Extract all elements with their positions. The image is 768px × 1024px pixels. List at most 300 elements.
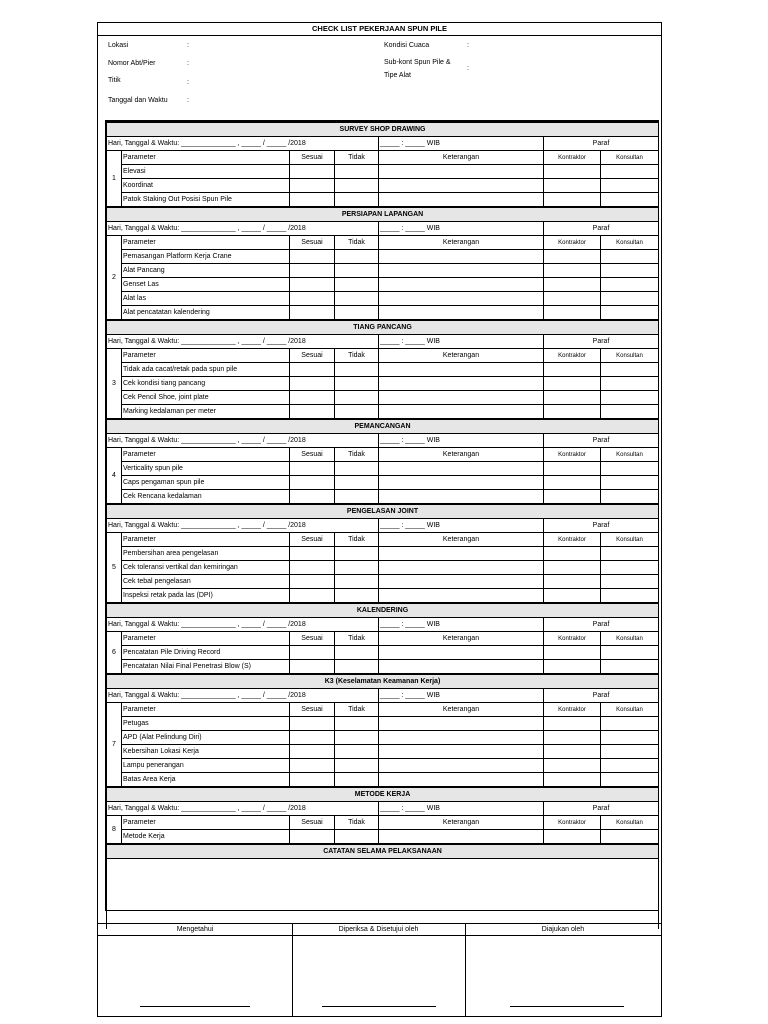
table-row [107,391,659,405]
parameter-item: Koordinat [122,179,290,193]
column-header-row [107,236,659,250]
section-title-row [107,674,659,689]
column-header-row [107,448,659,462]
table-row [107,717,659,731]
date-field[interactable]: Hari, Tanggal & Waktu: ______________ , _____ / _____ /2018 [107,335,379,349]
keterangan-cell[interactable] [379,759,544,773]
parameter-item: Pencatatan Nilai Final Penetrasi Blow (S) [122,660,290,675]
time-field[interactable]: _____ : _____ WIB [379,434,544,448]
notes-title: CATATAN SELAMA PELAKSANAAN [107,844,659,859]
sesuai-cell[interactable] [290,759,335,773]
parameter-item: Alat Pancang [122,264,290,278]
table-row [107,292,659,306]
signature-line[interactable] [510,1006,624,1007]
kontraktor-cell[interactable] [544,660,601,675]
konsultan-cell[interactable] [601,462,659,476]
subkont-label: Sub-kont Spun Pile & [384,59,451,66]
parameter-item: Cek toleransi vertikal dan kemiringan [122,561,290,575]
sesuai-cell[interactable] [290,306,335,321]
parameter-item: Batas Area Kerja [122,773,290,788]
tidak-cell[interactable] [335,476,379,490]
tidak-cell[interactable] [335,646,379,660]
keterangan-cell[interactable] [379,165,544,179]
notes-row [107,859,659,930]
table-row [107,830,659,845]
date-row [107,618,659,632]
konsultan-header: Konsultan [601,349,659,363]
colon: : [187,79,189,86]
titik-label: Titik [108,77,121,84]
keterangan-cell[interactable] [379,193,544,208]
table-row [107,547,659,561]
keterangan-cell[interactable] [379,405,544,420]
keterangan-cell[interactable] [379,561,544,575]
sign-label: Diajukan oleh [465,924,661,936]
sesuai-header: Sesuai [290,349,335,363]
tipe-alat-label: Tipe Alat [384,72,411,79]
kontraktor-cell[interactable] [544,363,601,377]
tidak-cell[interactable] [335,405,379,420]
sesuai-cell[interactable] [290,363,335,377]
tidak-cell[interactable] [335,462,379,476]
date-field[interactable]: Hari, Tanggal & Waktu: ______________ , _____ / _____ /2018 [107,618,379,632]
konsultan-cell[interactable] [601,405,659,420]
section-title: TIANG PANCANG [107,320,659,335]
time-field[interactable]: _____ : _____ WIB [379,802,544,816]
tidak-cell[interactable] [335,773,379,788]
konsultan-cell[interactable] [601,193,659,208]
lokasi-label: Lokasi [108,42,129,49]
table-row [107,377,659,391]
section-title: PENGELASAN JOINT [107,504,659,519]
kontraktor-cell[interactable] [544,462,601,476]
tidak-cell[interactable] [335,731,379,745]
kontraktor-cell[interactable] [544,306,601,321]
parameter-item: Elevasi [122,165,290,179]
sesuai-cell[interactable] [290,250,335,264]
kontraktor-cell[interactable] [544,264,601,278]
tidak-header: Tidak [335,816,379,830]
paraf-header: Paraf [544,802,659,816]
parameter-header: Parameter [122,632,290,646]
tidak-header: Tidak [335,236,379,250]
konsultan-cell[interactable] [601,391,659,405]
konsultan-header: Konsultan [601,151,659,165]
table-row [107,462,659,476]
tidak-cell[interactable] [335,250,379,264]
paraf-header: Paraf [544,618,659,632]
tidak-cell[interactable] [335,179,379,193]
tidak-header: Tidak [335,151,379,165]
kontraktor-cell[interactable] [544,759,601,773]
sesuai-cell[interactable] [290,193,335,208]
tidak-cell[interactable] [335,830,379,845]
keterangan-cell[interactable] [379,292,544,306]
parameter-header: Parameter [122,236,290,250]
kontraktor-header: Kontraktor [544,632,601,646]
date-field[interactable]: Hari, Tanggal & Waktu: ______________ , _____ / _____ /2018 [107,689,379,703]
table-row [107,264,659,278]
parameter-item: Inspeksi retak pada las (DPI) [122,589,290,604]
parameter-item: Cek Rencana kedalaman [122,490,290,505]
kontraktor-header: Kontraktor [544,533,601,547]
parameter-item: Cek kondisi tiang pancang [122,377,290,391]
keterangan-cell[interactable] [379,589,544,604]
tidak-header: Tidak [335,703,379,717]
checklist-sheet [97,22,662,1017]
column-header-row [107,349,659,363]
keterangan-cell[interactable] [379,745,544,759]
konsultan-cell[interactable] [601,745,659,759]
tidak-cell[interactable] [335,575,379,589]
table-row [107,476,659,490]
kontraktor-cell[interactable] [544,646,601,660]
konsultan-cell[interactable] [601,476,659,490]
parameter-item: Petugas [122,717,290,731]
sesuai-cell[interactable] [290,660,335,675]
table-row [107,759,659,773]
table-row [107,165,659,179]
section-title: PERSIAPAN LAPANGAN [107,207,659,222]
konsultan-cell[interactable] [601,660,659,675]
sesuai-header: Sesuai [290,448,335,462]
keterangan-cell[interactable] [379,278,544,292]
tidak-cell[interactable] [335,377,379,391]
sesuai-cell[interactable] [290,561,335,575]
notes-area[interactable] [107,859,659,930]
table-row [107,306,659,321]
parameter-item: Verticality spun pile [122,462,290,476]
kondisi-label: Kondisi Cuaca [384,42,430,49]
konsultan-header: Konsultan [601,448,659,462]
parameter-item: Tidak ada cacat/retak pada spun pile [122,363,290,377]
paraf-header: Paraf [544,519,659,533]
date-field[interactable]: Hari, Tanggal & Waktu: ______________ , _____ / _____ /2018 [107,434,379,448]
kontraktor-cell[interactable] [544,830,601,845]
sesuai-header: Sesuai [290,632,335,646]
konsultan-cell[interactable] [601,589,659,604]
sesuai-cell[interactable] [290,830,335,845]
tidak-header: Tidak [335,349,379,363]
keterangan-header: Keterangan [379,236,544,250]
paraf-header: Paraf [544,335,659,349]
parameter-item: APD (Alat Pelindung Diri) [122,731,290,745]
tidak-cell[interactable] [335,278,379,292]
keterangan-cell[interactable] [379,575,544,589]
sesuai-cell[interactable] [290,589,335,604]
keterangan-cell[interactable] [379,391,544,405]
konsultan-header: Konsultan [601,703,659,717]
section-title: SURVEY SHOP DRAWING [107,122,659,137]
kontraktor-cell[interactable] [544,575,601,589]
sesuai-cell[interactable] [290,462,335,476]
konsultan-cell[interactable] [601,731,659,745]
sesuai-header: Sesuai [290,816,335,830]
section-number: 4 [107,448,122,505]
konsultan-cell[interactable] [601,264,659,278]
parameter-item: Kebersihan Lokasi Kerja [122,745,290,759]
paraf-header: Paraf [544,222,659,236]
konsultan-cell[interactable] [601,306,659,321]
tidak-cell[interactable] [335,547,379,561]
section-title: KALENDERING [107,603,659,618]
date-field[interactable]: Hari, Tanggal & Waktu: ______________ , _____ / _____ /2018 [107,222,379,236]
keterangan-cell[interactable] [379,377,544,391]
table-row [107,660,659,675]
tidak-cell[interactable] [335,292,379,306]
tidak-cell[interactable] [335,490,379,505]
keterangan-header: Keterangan [379,632,544,646]
konsultan-cell[interactable] [601,547,659,561]
nomor-label: Nomor Abt/Pier [108,60,156,67]
konsultan-cell[interactable] [601,575,659,589]
sesuai-cell[interactable] [290,278,335,292]
paraf-header: Paraf [544,434,659,448]
konsultan-cell[interactable] [601,646,659,660]
signature-line[interactable] [322,1006,436,1007]
table-row [107,193,659,208]
konsultan-cell[interactable] [601,179,659,193]
konsultan-cell[interactable] [601,278,659,292]
date-row [107,137,659,151]
signature-block [98,923,661,1017]
keterangan-cell[interactable] [379,363,544,377]
keterangan-header: Keterangan [379,151,544,165]
konsultan-cell[interactable] [601,250,659,264]
tidak-cell[interactable] [335,165,379,179]
konsultan-cell[interactable] [601,759,659,773]
keterangan-cell[interactable] [379,462,544,476]
section-number: 1 [107,151,122,208]
konsultan-cell[interactable] [601,773,659,788]
keterangan-cell[interactable] [379,547,544,561]
date-field[interactable]: Hari, Tanggal & Waktu: ______________ , _____ / _____ /2018 [107,137,379,151]
kontraktor-cell[interactable] [544,377,601,391]
tidak-cell[interactable] [335,589,379,604]
parameter-item: Marking kedalaman per meter [122,405,290,420]
time-field[interactable]: _____ : _____ WIB [379,689,544,703]
parameter-header: Parameter [122,533,290,547]
table-row [107,405,659,420]
parameter-header: Parameter [122,448,290,462]
parameter-item: Pembersihan area pengelasan [122,547,290,561]
kontraktor-cell[interactable] [544,476,601,490]
date-row [107,519,659,533]
kontraktor-cell[interactable] [544,745,601,759]
parameter-header: Parameter [122,816,290,830]
konsultan-cell[interactable] [601,165,659,179]
tidak-cell[interactable] [335,561,379,575]
kontraktor-cell[interactable] [544,561,601,575]
colon: : [187,97,189,104]
sesuai-cell[interactable] [290,731,335,745]
section-title: PEMANCANGAN [107,419,659,434]
tidak-header: Tidak [335,533,379,547]
parameter-header: Parameter [122,349,290,363]
keterangan-header: Keterangan [379,349,544,363]
sign-label: Diperiksa & Disetujui oleh [292,924,465,936]
section-title: K3 (Keselamatan Keamanan Kerja) [107,674,659,689]
date-row [107,689,659,703]
sesuai-cell[interactable] [290,165,335,179]
konsultan-cell[interactable] [601,561,659,575]
parameter-item: Metode Kerja [122,830,290,845]
kontraktor-header: Kontraktor [544,703,601,717]
keterangan-cell[interactable] [379,476,544,490]
section-title-row [107,419,659,434]
date-field[interactable]: Hari, Tanggal & Waktu: ______________ , _____ / _____ /2018 [107,802,379,816]
sesuai-cell[interactable] [290,773,335,788]
section-title-row [107,504,659,519]
time-field[interactable]: _____ : _____ WIB [379,618,544,632]
section-title-row [107,603,659,618]
section-title-row [107,787,659,802]
parameter-item: Lampu penerangan [122,759,290,773]
keterangan-cell[interactable] [379,179,544,193]
sesuai-cell[interactable] [290,377,335,391]
konsultan-cell[interactable] [601,830,659,845]
keterangan-cell[interactable] [379,830,544,845]
sign-diajukan [465,924,661,1017]
sesuai-cell[interactable] [290,405,335,420]
table-row [107,278,659,292]
kontraktor-cell[interactable] [544,717,601,731]
konsultan-header: Konsultan [601,632,659,646]
keterangan-cell[interactable] [379,717,544,731]
kontraktor-cell[interactable] [544,278,601,292]
keterangan-cell[interactable] [379,264,544,278]
table-row [107,250,659,264]
tidak-cell[interactable] [335,193,379,208]
keterangan-cell[interactable] [379,646,544,660]
keterangan-header: Keterangan [379,533,544,547]
sesuai-cell[interactable] [290,646,335,660]
kontraktor-cell[interactable] [544,405,601,420]
sesuai-cell[interactable] [290,264,335,278]
tidak-cell[interactable] [335,759,379,773]
kontraktor-header: Kontraktor [544,816,601,830]
keterangan-cell[interactable] [379,490,544,505]
kontraktor-cell[interactable] [544,773,601,788]
parameter-header: Parameter [122,151,290,165]
kontraktor-header: Kontraktor [544,151,601,165]
sesuai-cell[interactable] [290,547,335,561]
section-number: 7 [107,703,122,788]
konsultan-cell[interactable] [601,490,659,505]
kontraktor-cell[interactable] [544,547,601,561]
kontraktor-cell[interactable] [544,391,601,405]
table-row [107,773,659,788]
sesuai-header: Sesuai [290,236,335,250]
kontraktor-cell[interactable] [544,731,601,745]
sesuai-cell[interactable] [290,717,335,731]
time-field[interactable]: _____ : _____ WIB [379,519,544,533]
tidak-cell[interactable] [335,391,379,405]
time-field[interactable]: _____ : _____ WIB [379,222,544,236]
tidak-cell[interactable] [335,363,379,377]
sesuai-cell[interactable] [290,391,335,405]
tidak-cell[interactable] [335,717,379,731]
tidak-header: Tidak [335,632,379,646]
table-row [107,179,659,193]
parameter-item: Alat pencatatan kalendering [122,306,290,321]
notes-title-row [107,844,659,859]
section-number: 5 [107,533,122,604]
kontraktor-header: Kontraktor [544,236,601,250]
keterangan-header: Keterangan [379,703,544,717]
keterangan-cell[interactable] [379,306,544,321]
tidak-cell[interactable] [335,745,379,759]
colon: : [467,42,469,49]
kontraktor-cell[interactable] [544,179,601,193]
section-number: 8 [107,816,122,845]
document-title: CHECK LIST PEKERJAAN SPUN PILE [98,23,661,36]
parameter-item: Genset Las [122,278,290,292]
konsultan-cell[interactable] [601,363,659,377]
paraf-header: Paraf [544,137,659,151]
sesuai-cell[interactable] [290,575,335,589]
colon: : [187,42,189,49]
sesuai-cell[interactable] [290,179,335,193]
konsultan-cell[interactable] [601,717,659,731]
section-title-row [107,207,659,222]
kontraktor-header: Kontraktor [544,349,601,363]
signature-line[interactable] [140,1006,250,1007]
table-row [107,589,659,604]
parameter-item: Cek Pencil Shoe, joint plate [122,391,290,405]
sesuai-cell[interactable] [290,476,335,490]
tidak-cell[interactable] [335,660,379,675]
keterangan-cell[interactable] [379,731,544,745]
date-row [107,335,659,349]
kontraktor-cell[interactable] [544,193,601,208]
kontraktor-cell[interactable] [544,165,601,179]
time-field[interactable]: _____ : _____ WIB [379,335,544,349]
keterangan-header: Keterangan [379,448,544,462]
parameter-item: Cek tebal pengelasan [122,575,290,589]
date-row [107,222,659,236]
tidak-header: Tidak [335,448,379,462]
sign-diperiksa [292,924,466,1017]
column-header-row [107,816,659,830]
table-row [107,575,659,589]
section-number: 6 [107,632,122,675]
sesuai-cell[interactable] [290,292,335,306]
tidak-cell[interactable] [335,306,379,321]
keterangan-cell[interactable] [379,660,544,675]
kontraktor-cell[interactable] [544,292,601,306]
keterangan-cell[interactable] [379,250,544,264]
parameter-item: Alat las [122,292,290,306]
kontraktor-cell[interactable] [544,250,601,264]
keterangan-cell[interactable] [379,773,544,788]
sign-mengetahui [98,924,293,1017]
sesuai-header: Sesuai [290,533,335,547]
tidak-cell[interactable] [335,264,379,278]
konsultan-cell[interactable] [601,292,659,306]
date-field[interactable]: Hari, Tanggal & Waktu: ______________ , _____ / _____ /2018 [107,519,379,533]
sesuai-cell[interactable] [290,490,335,505]
konsultan-header: Konsultan [601,236,659,250]
table-row [107,490,659,505]
section-title-row [107,320,659,335]
checklist-grid [106,121,659,929]
kontraktor-cell[interactable] [544,589,601,604]
kontraktor-cell[interactable] [544,490,601,505]
konsultan-cell[interactable] [601,377,659,391]
sesuai-cell[interactable] [290,745,335,759]
time-field[interactable]: _____ : _____ WIB [379,137,544,151]
